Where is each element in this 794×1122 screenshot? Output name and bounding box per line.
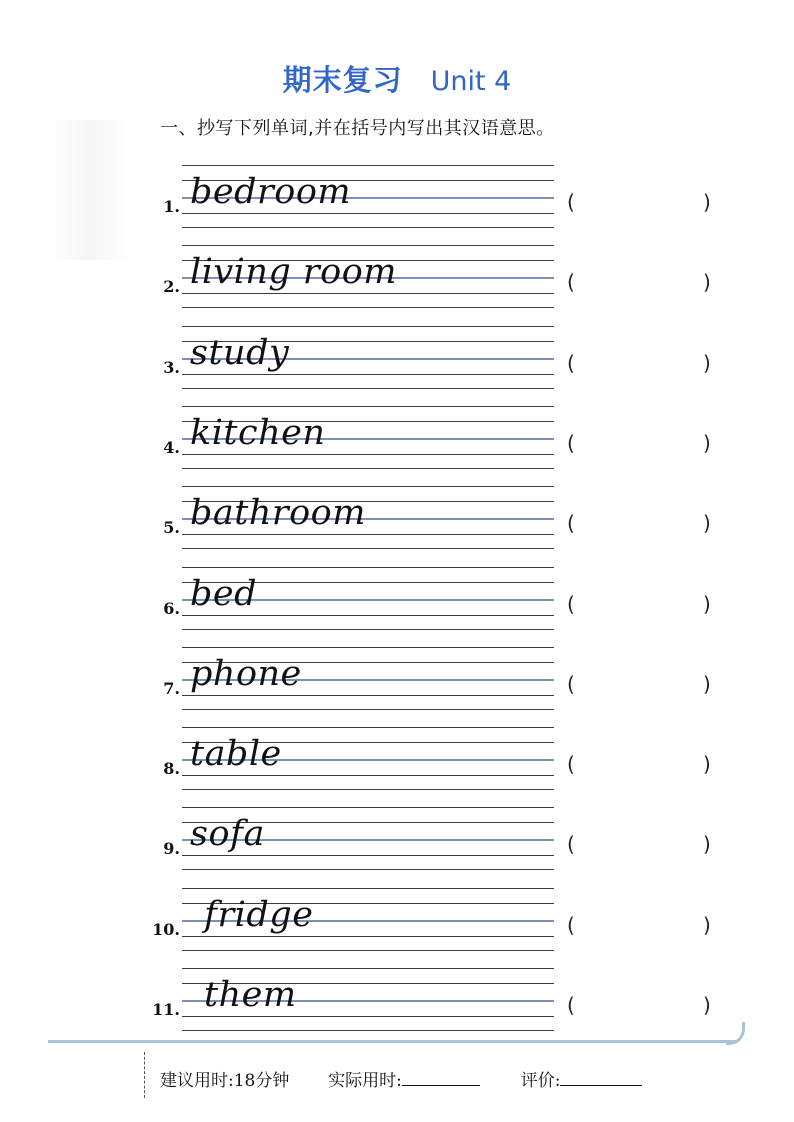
- answer-paren-open: (: [567, 912, 575, 937]
- item-number: 2.: [163, 277, 180, 297]
- item-word: study: [190, 332, 290, 373]
- writing-line: [182, 406, 554, 407]
- item-number: 1.: [163, 197, 180, 216]
- writing-line: [182, 388, 554, 389]
- answer-paren-close: ): [703, 832, 711, 857]
- evaluation-label: 评价:: [520, 1071, 561, 1091]
- footer: [160, 1066, 720, 1091]
- exercise-row: [0, 401, 794, 481]
- writing-line: [182, 647, 554, 648]
- writing-line: [182, 709, 554, 710]
- answer-field[interactable]: [585, 507, 697, 537]
- writing-line: [182, 213, 554, 214]
- answer-field[interactable]: [585, 588, 697, 618]
- answer-paren-close: ): [703, 671, 711, 696]
- writing-line: [182, 789, 554, 790]
- item-number: 4.: [163, 437, 180, 457]
- item-number: 3.: [163, 357, 180, 377]
- exercise-row: [0, 802, 794, 882]
- answer-paren-open: (: [567, 190, 575, 214]
- answer-field[interactable]: [585, 186, 697, 216]
- writing-line: [182, 615, 554, 616]
- exercise-row: [0, 481, 794, 561]
- answer-paren-open: (: [567, 270, 575, 295]
- answer-paren-close: ): [703, 912, 711, 937]
- answer-paren-open: (: [567, 671, 575, 696]
- writing-line: [182, 807, 554, 808]
- answer-paren-close: ): [703, 270, 711, 295]
- item-word: kitchen: [190, 412, 326, 453]
- item-word: bed: [190, 573, 258, 614]
- writing-line: [182, 695, 554, 696]
- item-number: 7.: [163, 678, 180, 698]
- writing-line: [182, 1016, 554, 1017]
- item-word: bedroom: [190, 172, 352, 212]
- answer-field[interactable]: [585, 347, 697, 377]
- item-word: table: [190, 734, 282, 775]
- writing-line: [182, 374, 554, 375]
- writing-line: [182, 855, 554, 856]
- instruction-text: 一、抄写下列单词,并在括号内写出其汉语意思。: [160, 118, 555, 139]
- writing-line: [182, 307, 554, 308]
- answer-paren-close: ): [703, 993, 711, 1017]
- writing-line: [182, 468, 554, 469]
- answer-paren-open: (: [567, 993, 575, 1017]
- answer-paren-close: ): [703, 591, 711, 616]
- writing-line: [182, 1030, 554, 1031]
- writing-line: [182, 629, 554, 630]
- title-unit: Unit 4: [430, 66, 512, 97]
- answer-paren-open: (: [567, 350, 575, 375]
- item-number: 10.: [152, 919, 180, 939]
- writing-line: [182, 245, 554, 246]
- actual-time-label: 实际用时:: [328, 1071, 402, 1091]
- suggested-time: 建议用时:18分钟: [160, 1071, 290, 1091]
- writing-line: [182, 775, 554, 776]
- writing-line: [182, 548, 554, 549]
- writing-line: [182, 936, 554, 937]
- item-number: 8.: [163, 759, 180, 779]
- evaluation-field[interactable]: [560, 1071, 642, 1086]
- writing-line: [182, 326, 554, 327]
- answer-paren-open: (: [567, 511, 575, 536]
- exercise-row: [0, 562, 794, 642]
- answer-field[interactable]: [585, 909, 697, 939]
- writing-line: [182, 227, 554, 228]
- answer-field[interactable]: [585, 828, 697, 858]
- exercise-row: [0, 240, 794, 320]
- writing-line: [182, 293, 554, 294]
- answer-paren-close: ): [703, 511, 711, 536]
- item-number: 6.: [163, 598, 180, 618]
- item-number: 5.: [163, 518, 180, 538]
- answer-paren-open: (: [567, 591, 575, 616]
- exercise-row: [0, 963, 794, 1043]
- answer-paren-open: (: [567, 430, 575, 455]
- page-title: [0, 58, 794, 99]
- item-word: bathroom: [190, 493, 366, 534]
- actual-time-field[interactable]: [402, 1071, 480, 1086]
- exercise-row: [0, 883, 794, 963]
- writing-line: [182, 486, 554, 487]
- answer-field[interactable]: [585, 266, 697, 296]
- answer-paren-close: ): [703, 752, 711, 777]
- item-number: 9.: [163, 839, 180, 859]
- writing-line: [182, 727, 554, 728]
- exercise-row: [0, 321, 794, 401]
- item-word: sofa: [190, 814, 265, 855]
- answer-paren-open: (: [567, 832, 575, 857]
- exercise-row: [0, 722, 794, 802]
- writing-line: [182, 567, 554, 568]
- answer-paren-close: ): [703, 350, 711, 375]
- answer-paren-close: ): [703, 190, 711, 214]
- writing-line: [182, 165, 554, 166]
- item-word: living room: [190, 252, 397, 293]
- exercise-row: [0, 160, 794, 240]
- item-word: fridge: [204, 894, 314, 935]
- writing-line: [182, 968, 554, 969]
- answer-field[interactable]: [585, 427, 697, 457]
- footer-dashed-divider: [144, 1052, 145, 1098]
- answer-field[interactable]: [585, 748, 697, 778]
- answer-field[interactable]: [585, 989, 697, 1019]
- answer-paren-close: ): [703, 430, 711, 455]
- writing-line: [182, 454, 554, 455]
- bottom-divider: [48, 1040, 738, 1043]
- writing-line: [182, 869, 554, 870]
- writing-line: [182, 888, 554, 889]
- answer-field[interactable]: [585, 668, 697, 698]
- writing-line: [182, 950, 554, 951]
- title-chinese: 期末复习: [282, 63, 403, 97]
- exercise-row: [0, 642, 794, 722]
- item-word: them: [204, 975, 297, 1015]
- answer-paren-open: (: [567, 752, 575, 777]
- item-number: 11.: [152, 1000, 180, 1019]
- item-word: phone: [190, 653, 302, 694]
- writing-line: [182, 534, 554, 535]
